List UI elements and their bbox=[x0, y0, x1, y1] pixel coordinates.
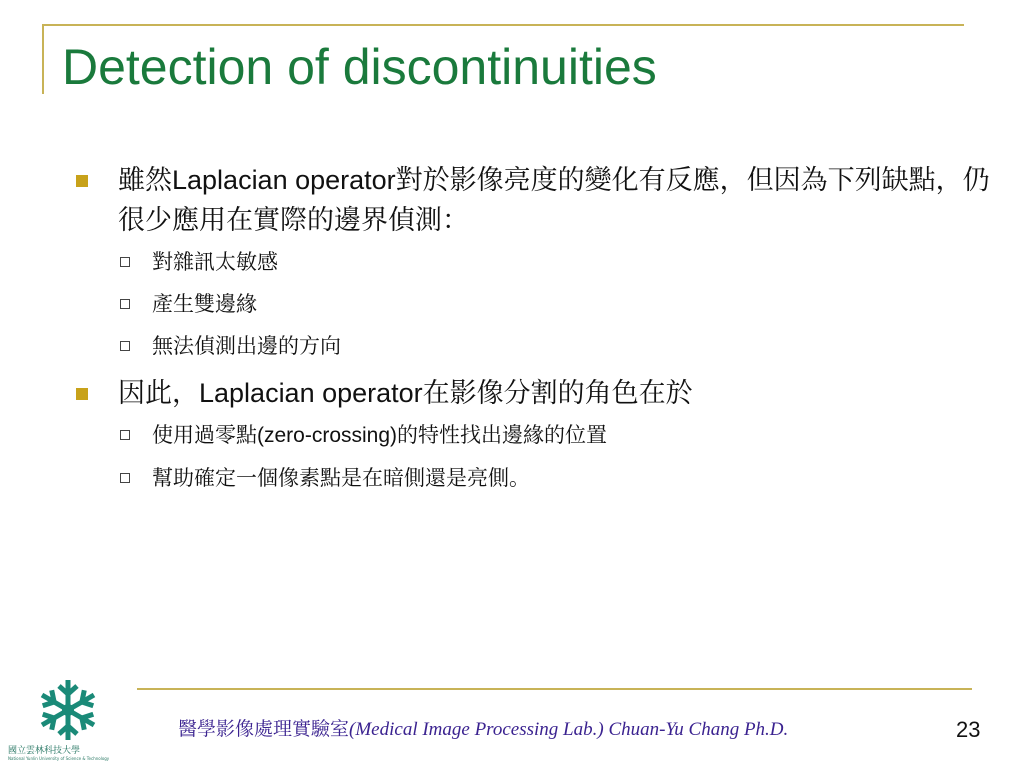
sub-bullet-item bbox=[70, 283, 1000, 325]
hollow-square-bullet-icon bbox=[120, 341, 130, 351]
bullet-text-post: 在影像分割的角色在於 bbox=[422, 378, 693, 409]
sub-bullet-item bbox=[70, 457, 1000, 499]
sub-bullet-text: 幫助確定一個像素點是在暗側還是亮側。 bbox=[152, 466, 530, 490]
university-name-en: National Yunlin University of Science & Technology bbox=[8, 756, 110, 761]
bullet-text-latin: Laplacian operator bbox=[172, 165, 396, 195]
sub-bullet-text-pre: 使用過零點 bbox=[152, 423, 257, 447]
sub-bullet-item bbox=[70, 414, 1000, 457]
slide-title: Detection of discontinuities bbox=[62, 39, 657, 95]
hollow-square-bullet-icon bbox=[120, 430, 130, 440]
footer-rule bbox=[137, 688, 972, 690]
bullet-text-latin: Laplacian operator bbox=[199, 378, 423, 408]
sub-bullet-text: 無法偵測出邊的方向 bbox=[152, 334, 341, 358]
sub-bullet-item bbox=[70, 241, 1000, 283]
bullet-text-pre: 因此， bbox=[118, 378, 199, 409]
square-bullet-icon bbox=[76, 175, 88, 187]
bullet-text-post: 對於影像亮度的變化有反應，但因為下列缺點，仍很少應用在實際的邊界偵測： bbox=[118, 165, 990, 236]
snowflake-logo-icon bbox=[30, 672, 106, 748]
hollow-square-bullet-icon bbox=[120, 257, 130, 267]
sub-bullet-text-post: 的特性找出邊緣的位置 bbox=[397, 423, 608, 447]
slide-body bbox=[70, 160, 1000, 499]
sub-bullet-text-latin: (zero-crossing) bbox=[257, 424, 398, 447]
university-caption bbox=[8, 746, 138, 762]
lab-name-en: (Medical Image Processing Lab.) Chuan-Yu Chang Ph.D. bbox=[349, 719, 789, 740]
square-bullet-icon bbox=[76, 388, 88, 400]
sub-bullet-item bbox=[70, 325, 1000, 367]
sub-bullet-text: 產生雙邊緣 bbox=[152, 292, 257, 316]
title-frame-top-rule bbox=[42, 24, 964, 26]
university-name-zh: 國立雲林科技大學 bbox=[8, 746, 81, 756]
page-number: 23 bbox=[956, 717, 981, 742]
lab-name-zh: 醫學影像處理實驗室 bbox=[178, 718, 350, 740]
hollow-square-bullet-icon bbox=[120, 299, 130, 309]
bullet-item bbox=[70, 160, 1000, 241]
footer-credit bbox=[178, 714, 788, 741]
hollow-square-bullet-icon bbox=[120, 473, 130, 483]
bullet-text-pre: 雖然 bbox=[118, 165, 172, 196]
sub-bullet-text: 對雜訊太敏感 bbox=[152, 250, 278, 274]
title-frame-left-rule bbox=[42, 24, 44, 94]
bullet-item bbox=[70, 373, 1000, 414]
